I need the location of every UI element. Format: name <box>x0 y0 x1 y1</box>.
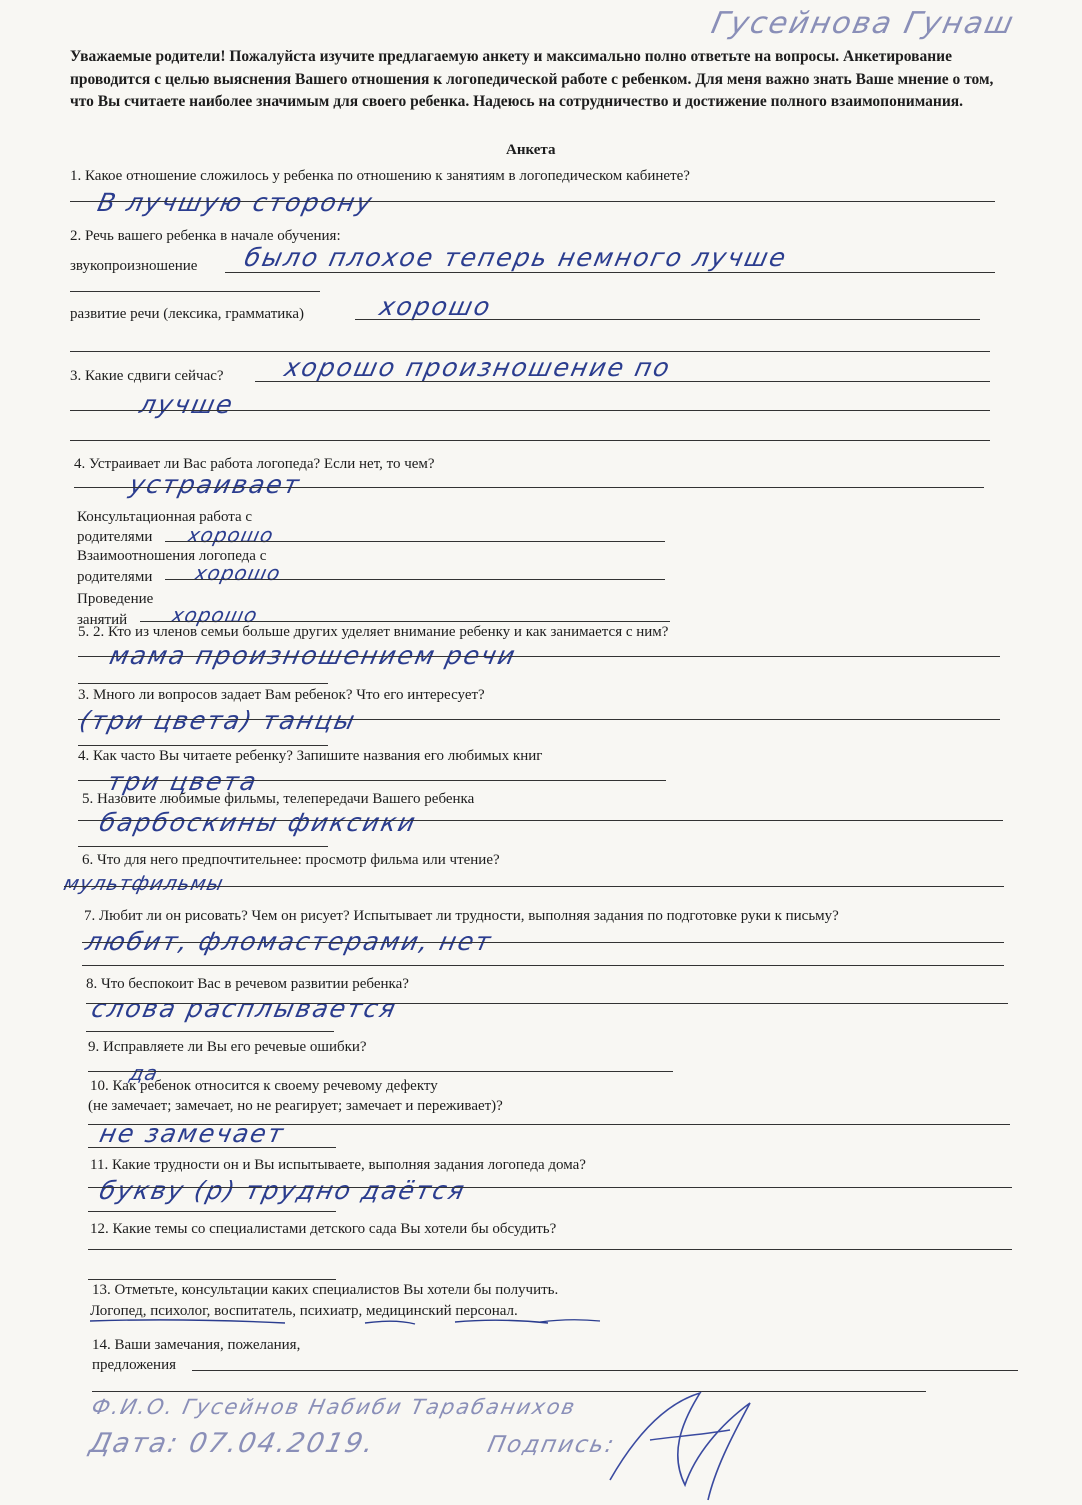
question-5-3: 3. Много ли вопросов задает Вам ребенок? Что его интересует? <box>78 687 485 703</box>
answer-5-4: три цвета <box>104 767 261 796</box>
question-2-sound-label: звукопроизношение <box>70 258 198 274</box>
handwritten-name-header: Гусейнова Гунаш <box>708 6 1019 41</box>
question-12: 12. Какие темы со специалистами детского сада Вы хотели бы обсудить? <box>90 1221 557 1237</box>
question-5-5: 5. Назовите любимые фильмы, телепередачи Вашего ребенка <box>82 791 475 807</box>
question-2: 2. Речь вашего ребенка в начале обучения: <box>70 228 341 244</box>
question-5-4: 4. Как часто Вы читаете ребенку? Запишите названия его любимых книг <box>78 748 543 764</box>
answer-11: букву (р) трудно даётся <box>96 1176 469 1205</box>
question-8: 8. Что беспокоит Вас в речевом развитии ребенка? <box>86 976 409 992</box>
answer-4b: хорошо <box>192 561 284 585</box>
footer-signature-label: Подпись: <box>485 1432 618 1458</box>
question-13-line-2: Логопед, психолог, воспитатель, психиатр, медицинский персонал. <box>90 1303 518 1319</box>
handwritten-signature <box>590 1385 790 1505</box>
question-4c-label-2: занятий <box>77 612 128 628</box>
question-11: 11. Какие трудности он и Вы испытываете, выполняя задания логопеда дома? <box>90 1157 586 1173</box>
question-3: 3. Какие сдвиги сейчас? <box>70 368 224 384</box>
question-7: 7. Любит ли он рисовать? Чем он рисует? Испытывает ли трудности, выполняя задания по подготовке руки к письму? <box>84 908 839 924</box>
question-2-dev-label: развитие речи (лексика, грамматика) <box>70 306 305 322</box>
question-1: 1. Какое отношение сложилось у ребенка по отношению к занятиям в логопедическом кабинете? <box>70 168 690 184</box>
answer-4: устраивает <box>126 470 304 499</box>
answer-line <box>192 1370 1018 1371</box>
answer-2-sound: было плохое теперь немного лучше <box>241 243 791 272</box>
question-10-line-1: 10. Как ребенок относится к своему речевому дефекту <box>90 1078 438 1094</box>
question-6: 6. Что для него предпочтительнее: просмотр фильма или чтение? <box>82 852 500 868</box>
question-14-line-1: 14. Ваши замечания, пожелания, <box>92 1337 301 1353</box>
answer-10: не замечает <box>96 1119 288 1148</box>
answer-4a: хорошо <box>185 523 277 547</box>
answer-3-line-2: лучше <box>136 390 237 419</box>
question-4a-label-2: родителями <box>77 529 153 545</box>
answer-5-5: барбоскины фиксики <box>96 808 420 837</box>
question-4a-label-1: Консультационная работа с <box>77 509 253 525</box>
question-4: 4. Устраивает ли Вас работа логопеда? Если нет, то чем? <box>74 456 435 472</box>
answer-8: слова расплывается <box>88 994 400 1023</box>
question-5-2: 5. 2. Кто из членов семьи больше других уделяет внимание ребенку и как занимается с ним? <box>78 624 669 640</box>
question-4b-label-2: родителями <box>77 569 153 585</box>
question-14-line-2: предложения <box>92 1357 177 1373</box>
answer-3-line-1: хорошо произношение по <box>281 353 674 382</box>
footer-fio: Ф.И.О. Гусейнов Набиби Тарабанихов <box>89 1395 579 1419</box>
answer-6: мультфильмы <box>61 871 227 895</box>
answer-5-3: (три цвета) танцы <box>76 706 360 735</box>
answer-line <box>92 1391 926 1392</box>
question-13-line-1: 13. Отметьте, консультации каких специалистов Вы хотели бы получить. <box>92 1282 559 1298</box>
answer-4c: хорошо <box>169 603 261 627</box>
question-10-line-2: (не замечает; замечает, но не реагирует; замечает и переживает)? <box>88 1098 503 1114</box>
answer-7: любит, фломастерами, нет <box>82 927 496 956</box>
form-title: Анкета <box>506 142 556 158</box>
answer-9: да <box>127 1061 161 1085</box>
answer-2-dev: хорошо <box>376 292 495 321</box>
answer-1: В лучшую сторону <box>94 188 377 217</box>
answer-5-2: мама произношением речи <box>106 641 520 670</box>
question-4c-label-1: Проведение <box>77 591 154 607</box>
question-4b-label-1: Взаимоотношения логопеда с <box>77 548 267 564</box>
question-9: 9. Исправляете ли Вы его речевые ошибки? <box>88 1039 367 1055</box>
intro-paragraph: Уважаемые родители! Пожалуйста изучите предлагаемую анкету и максимально полно ответьте на вопросы. Анкетирование проводится с целью выяснения Вашего отношения к логопедической работе с ребенком. Для меня важно знать Ваше мнение о том, что Вы считаете наиболее значимым для своего ребенка. Надеюсь на сотрудничество и достижение полного взаимопонимания. <box>70 48 994 110</box>
footer-date: Дата: 07.04.2019. <box>86 1428 379 1459</box>
